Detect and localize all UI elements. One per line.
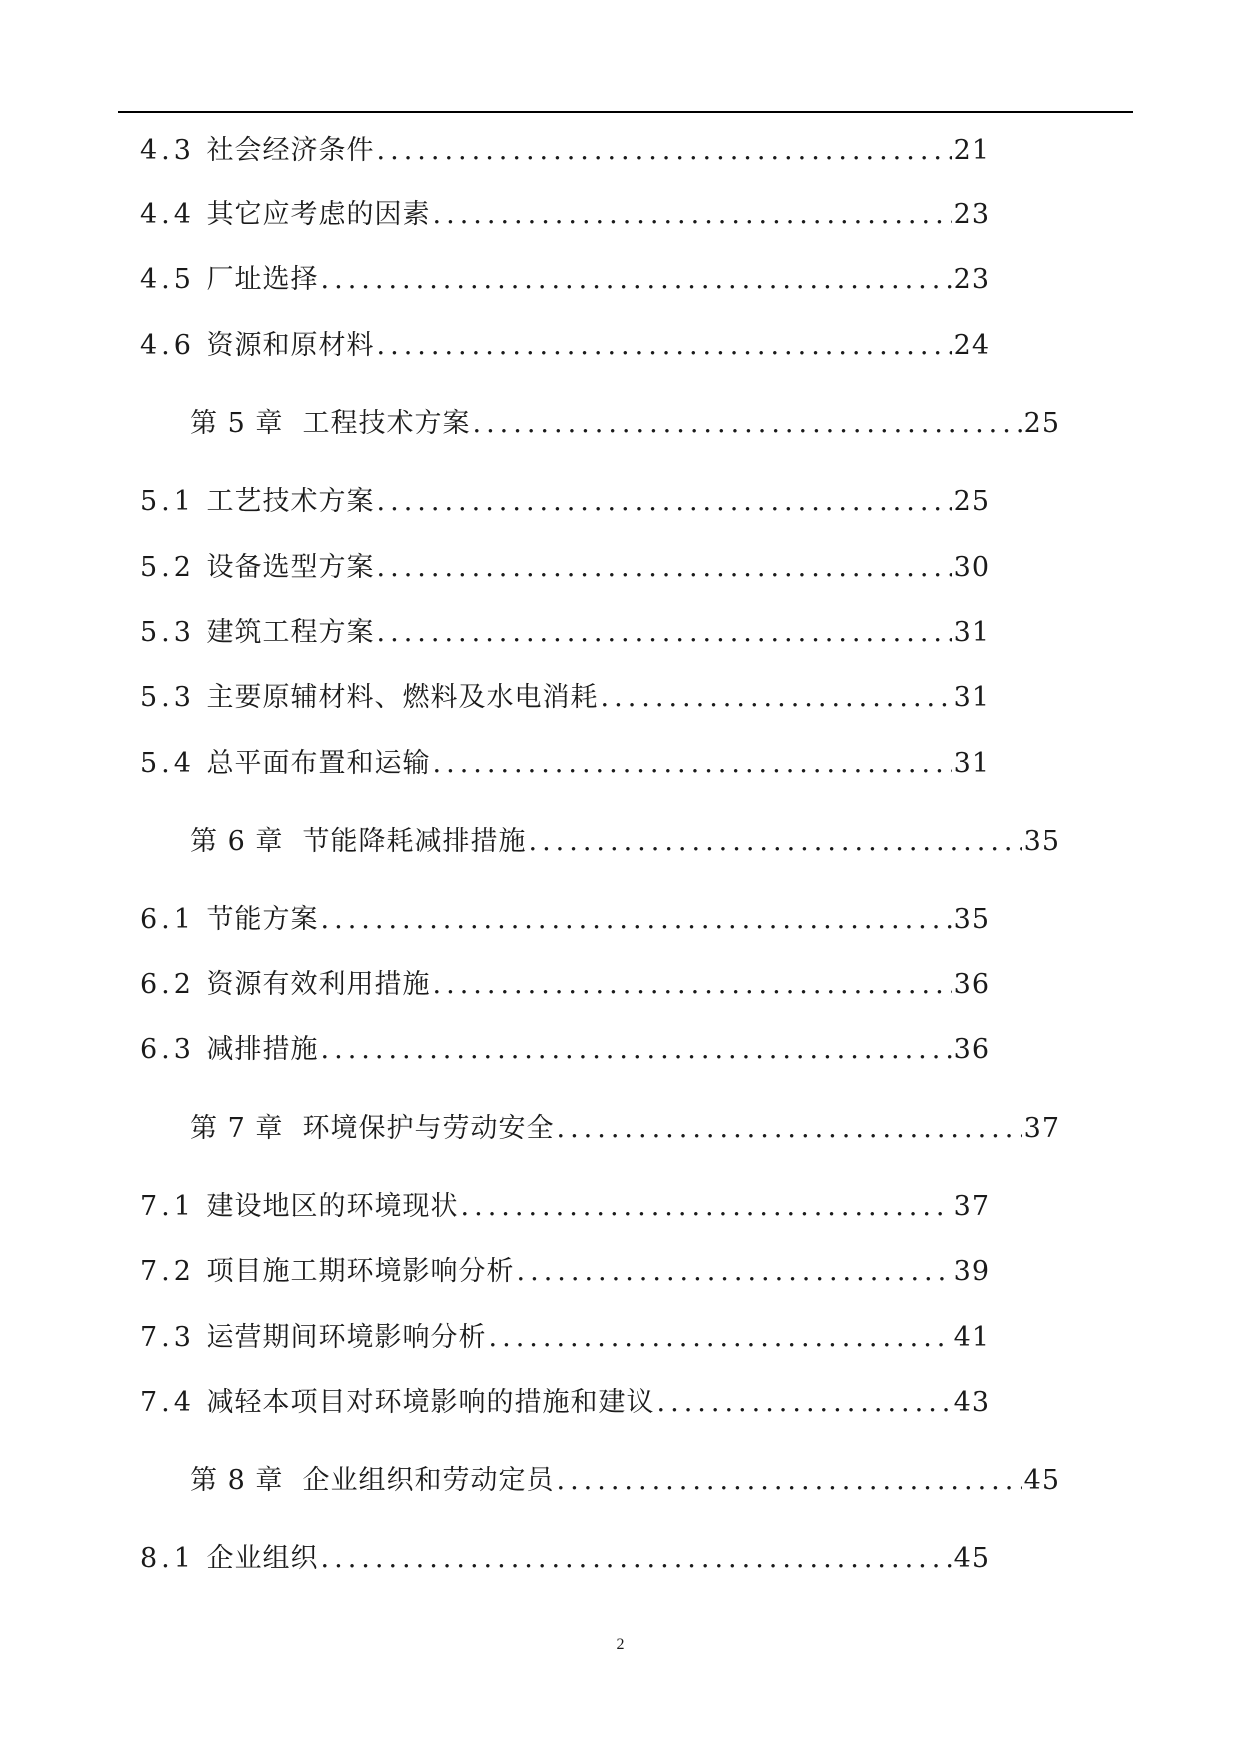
- toc-entry[interactable]: [140, 1030, 990, 1070]
- toc-chapter-title: 企业组织和劳动定员: [302, 1465, 555, 1496]
- toc-entry-number: 8.1: [140, 1543, 195, 1574]
- toc-entry-page: 36: [953, 1034, 990, 1065]
- toc-entry-title: 厂址选择: [206, 264, 319, 295]
- toc-entry-page: 31: [953, 682, 990, 713]
- toc-entry-number: 5.2: [140, 552, 195, 583]
- toc-entry-number: 7.2: [140, 1256, 195, 1287]
- toc-chapter-title: 环境保护与劳动安全: [302, 1113, 555, 1144]
- toc-entry[interactable]: [140, 900, 990, 940]
- toc-leader-dots: [473, 404, 1022, 444]
- toc-entry-title: 总平面布置和运输: [206, 748, 431, 779]
- toc-leader-dots: [377, 613, 952, 653]
- toc-leader-dots: [433, 965, 952, 1005]
- toc-leader-dots: [557, 1109, 1022, 1149]
- toc-chapter-number: 第 8 章: [190, 1465, 284, 1496]
- toc-entry-page: 36: [953, 969, 990, 1000]
- toc-entry-page: 45: [953, 1543, 990, 1574]
- toc-entry-title: 运营期间环境影响分析: [206, 1322, 487, 1353]
- toc-leader-dots: [529, 822, 1022, 862]
- toc-entry[interactable]: [140, 1187, 990, 1227]
- toc-entry-number: 7.4: [140, 1387, 195, 1418]
- toc-entry-page: 45: [1023, 1465, 1060, 1496]
- toc-entry-page: 31: [953, 617, 990, 648]
- toc-leader-dots: [657, 1383, 952, 1423]
- toc-leader-dots: [321, 260, 952, 300]
- toc-entry[interactable]: [140, 548, 990, 588]
- toc-entry-number: 5.4: [140, 748, 195, 779]
- toc-chapter-number: 第 6 章: [190, 826, 284, 857]
- toc-entry-number: 4.3: [140, 135, 195, 166]
- toc-entry-page: 31: [953, 748, 990, 779]
- toc-entry-page: 21: [953, 135, 990, 166]
- toc-entry-number: 4.4: [140, 199, 195, 230]
- toc-entry-number: 6.2: [140, 969, 195, 1000]
- toc-entry-page: 24: [953, 330, 990, 361]
- header-rule: [118, 111, 1133, 113]
- toc-leader-dots: [433, 195, 952, 235]
- toc-entry-page: 23: [953, 264, 990, 295]
- toc-entry-title: 资源和原材料: [206, 330, 375, 361]
- toc-entry-number: 7.3: [140, 1322, 195, 1353]
- toc-entry[interactable]: [140, 131, 990, 171]
- toc-leader-dots: [321, 900, 952, 940]
- toc-entry-title: 建设地区的环境现状: [206, 1191, 459, 1222]
- toc-entry-page: 37: [953, 1191, 990, 1222]
- toc-leader-dots: [377, 548, 952, 588]
- toc-entry-title: 节能方案: [206, 904, 319, 935]
- toc-entry-title: 建筑工程方案: [206, 617, 375, 648]
- toc-entry-page: 43: [953, 1387, 990, 1418]
- toc-leader-dots: [377, 482, 952, 522]
- toc-entry-page: 30: [953, 552, 990, 583]
- toc-entry[interactable]: [140, 744, 990, 784]
- toc-entry-number: 5.3: [140, 682, 195, 713]
- toc-entry-title: 社会经济条件: [206, 135, 375, 166]
- toc-entry[interactable]: [140, 613, 990, 653]
- toc-entry[interactable]: [140, 482, 990, 522]
- toc-chapter-number: 第 7 章: [190, 1113, 284, 1144]
- toc-entry-title: 减排措施: [206, 1034, 319, 1065]
- toc-entry-title: 项目施工期环境影响分析: [206, 1256, 515, 1287]
- toc-entry-title: 主要原辅材料、燃料及水电消耗: [206, 682, 599, 713]
- toc-chapter-entry[interactable]: [190, 1109, 1060, 1149]
- toc-leader-dots: [433, 744, 952, 784]
- toc-entry[interactable]: [140, 1383, 990, 1423]
- toc-entry-number: 6.1: [140, 904, 195, 935]
- toc-entry-number: 4.6: [140, 330, 195, 361]
- toc-leader-dots: [377, 326, 952, 366]
- toc-entry-title: 减轻本项目对环境影响的措施和建议: [206, 1387, 655, 1418]
- toc-entry[interactable]: [140, 195, 990, 235]
- toc-entry-number: 4.5: [140, 264, 195, 295]
- toc-chapter-title: 工程技术方案: [302, 408, 471, 439]
- toc-leader-dots: [557, 1461, 1022, 1501]
- toc-chapter-title: 节能降耗减排措施: [302, 826, 527, 857]
- toc-entry-page: 37: [1023, 1113, 1060, 1144]
- toc-entry-title: 其它应考虑的因素: [206, 199, 431, 230]
- toc-entry-page: 25: [1023, 408, 1060, 439]
- toc-entry-title: 资源有效利用措施: [206, 969, 431, 1000]
- toc-entry-title: 企业组织: [206, 1543, 319, 1574]
- toc-leader-dots: [321, 1030, 952, 1070]
- toc-chapter-number: 第 5 章: [190, 408, 284, 439]
- toc-entry-title: 设备选型方案: [206, 552, 375, 583]
- toc-entry-number: 6.3: [140, 1034, 195, 1065]
- toc-entry-number: 5.1: [140, 486, 195, 517]
- toc-entry[interactable]: [140, 260, 990, 300]
- toc-entry-page: 23: [953, 199, 990, 230]
- toc-chapter-entry[interactable]: [190, 1461, 1060, 1501]
- toc-chapter-entry[interactable]: [190, 822, 1060, 862]
- toc-leader-dots: [601, 678, 952, 718]
- page-number: 2: [616, 1636, 625, 1653]
- toc-entry-page: 35: [1023, 826, 1060, 857]
- toc-entry[interactable]: [140, 1252, 990, 1292]
- toc-entry-number: 5.3: [140, 617, 195, 648]
- toc-leader-dots: [517, 1252, 952, 1292]
- toc-entry-page: 39: [953, 1256, 990, 1287]
- toc-entry[interactable]: [140, 965, 990, 1005]
- toc-leader-dots: [321, 1539, 952, 1579]
- toc-entry[interactable]: [140, 1539, 990, 1579]
- toc-entry-title: 工艺技术方案: [206, 486, 375, 517]
- toc-leader-dots: [489, 1318, 952, 1358]
- toc-entry-page: 25: [953, 486, 990, 517]
- toc-entry-page: 35: [953, 904, 990, 935]
- toc-entry-page: 41: [953, 1322, 990, 1353]
- toc-entry[interactable]: [140, 678, 990, 718]
- toc-entry-number: 7.1: [140, 1191, 195, 1222]
- toc-chapter-entry[interactable]: [190, 404, 1060, 444]
- toc-entry[interactable]: [140, 1318, 990, 1358]
- toc-entry[interactable]: [140, 326, 990, 366]
- toc-leader-dots: [377, 131, 952, 171]
- toc-leader-dots: [461, 1187, 952, 1227]
